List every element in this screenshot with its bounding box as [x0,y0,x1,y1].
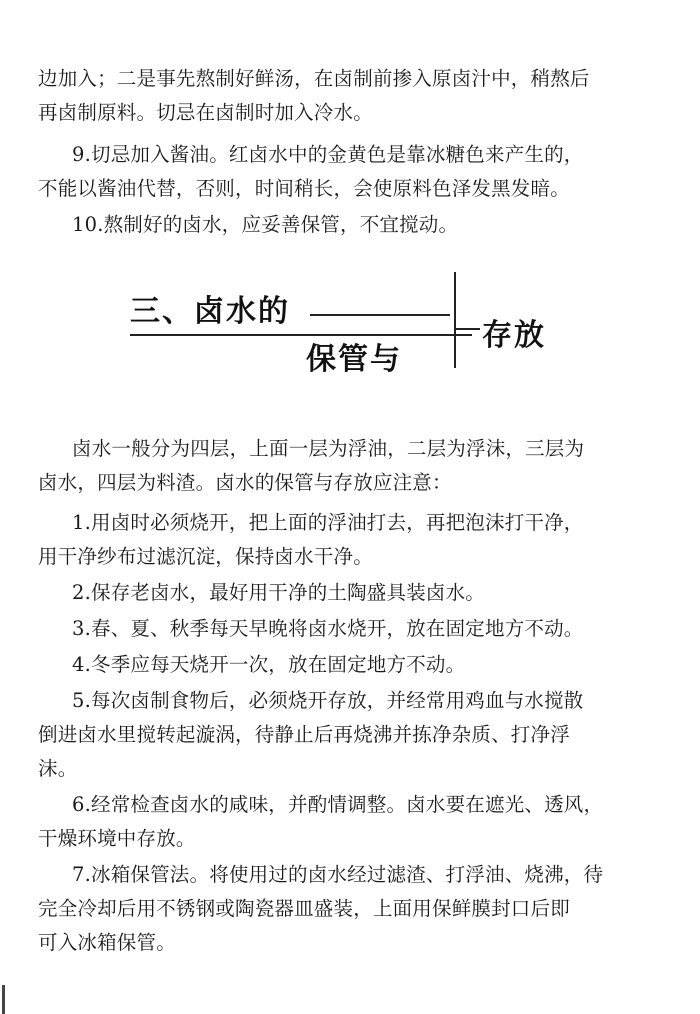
text-line: 沫。 [38,757,78,780]
paragraph-item-10 [38,208,662,242]
paragraph-item-6 [38,788,662,856]
paragraph-continuation [38,62,662,130]
text-line: 卤水，四层为料渣。卤水的保管与存放应注意： [38,471,452,494]
text-line: 2.保存老卤水，最好用干净的土陶盛具装卤水。 [72,581,486,604]
text-line: 不能以酱油代替，否则，时间稍长，会使原料色泽发黑发暗。 [38,177,570,200]
text-line: 用干净纱布过滤沉淀，保持卤水干净。 [38,545,373,568]
text-line: 再卤制原料。切忌在卤制时加入冷水。 [38,101,373,124]
paragraph-item-7 [38,858,662,960]
heading-rule-vertical [454,272,456,368]
section-heading-part2: 保管与 [306,342,402,377]
paragraph-item-2 [38,576,662,610]
paragraph-item-9 [38,138,662,206]
section-heading-part1: 三、卤水的 [130,294,290,329]
text-line: 可入冰箱保管。 [38,931,176,954]
page-edge-mark [2,985,5,1014]
paragraph-item-5 [38,684,662,786]
text-line: 3.春、夏、秋季每天早晚将卤水烧开，放在固定地方不动。 [72,617,584,640]
paragraph-item-4 [38,648,662,682]
text-line: 干燥环境中存放。 [38,827,196,850]
text-line: 10.熬制好的卤水，应妥善保管，不宜搅动。 [72,213,459,236]
text-line: 7.冰箱保管法。将使用过的卤水经过滤渣、打浮油、烧沸，待 [72,863,604,886]
text-line: 边加入；二是事先熬制好鲜汤，在卤制前掺入原卤汁中，稍熬后 [38,67,590,90]
text-line: 卤水一般分为四层，上面一层为浮油，二层为浮沫，三层为 [72,437,585,460]
heading-rule-top [310,314,450,316]
heading-rule-right [454,328,480,330]
heading-rule-middle [130,334,472,336]
text-line: 6.经常检查卤水的咸味，并酌情调整。卤水要在遮光、透风， [72,793,604,816]
text-line: 5.每次卤制食物后，必须烧开存放，并经常用鸡血与水搅散 [72,689,584,712]
section-heading-part3: 存放 [482,318,546,353]
paragraph-item-3 [38,612,662,646]
section-heading [130,272,590,382]
text-line: 1.用卤时必须烧开，把上面的浮油打去，再把泡沫打干净， [72,511,584,534]
paragraph-item-1 [38,506,662,574]
text-line: 完全冷却后用不锈钢或陶瓷器皿盛装，上面用保鲜膜封口后即 [38,897,570,920]
text-line: 倒进卤水里搅转起漩涡，待静止后再烧沸并拣净杂质、打净浮 [38,723,570,746]
paragraph-intro [38,432,662,500]
text-line: 9.切忌加入酱油。红卤水中的金黄色是靠冰糖色来产生的， [72,143,584,166]
text-line: 4.冬季应每天烧开一次，放在固定地方不动。 [72,653,466,676]
